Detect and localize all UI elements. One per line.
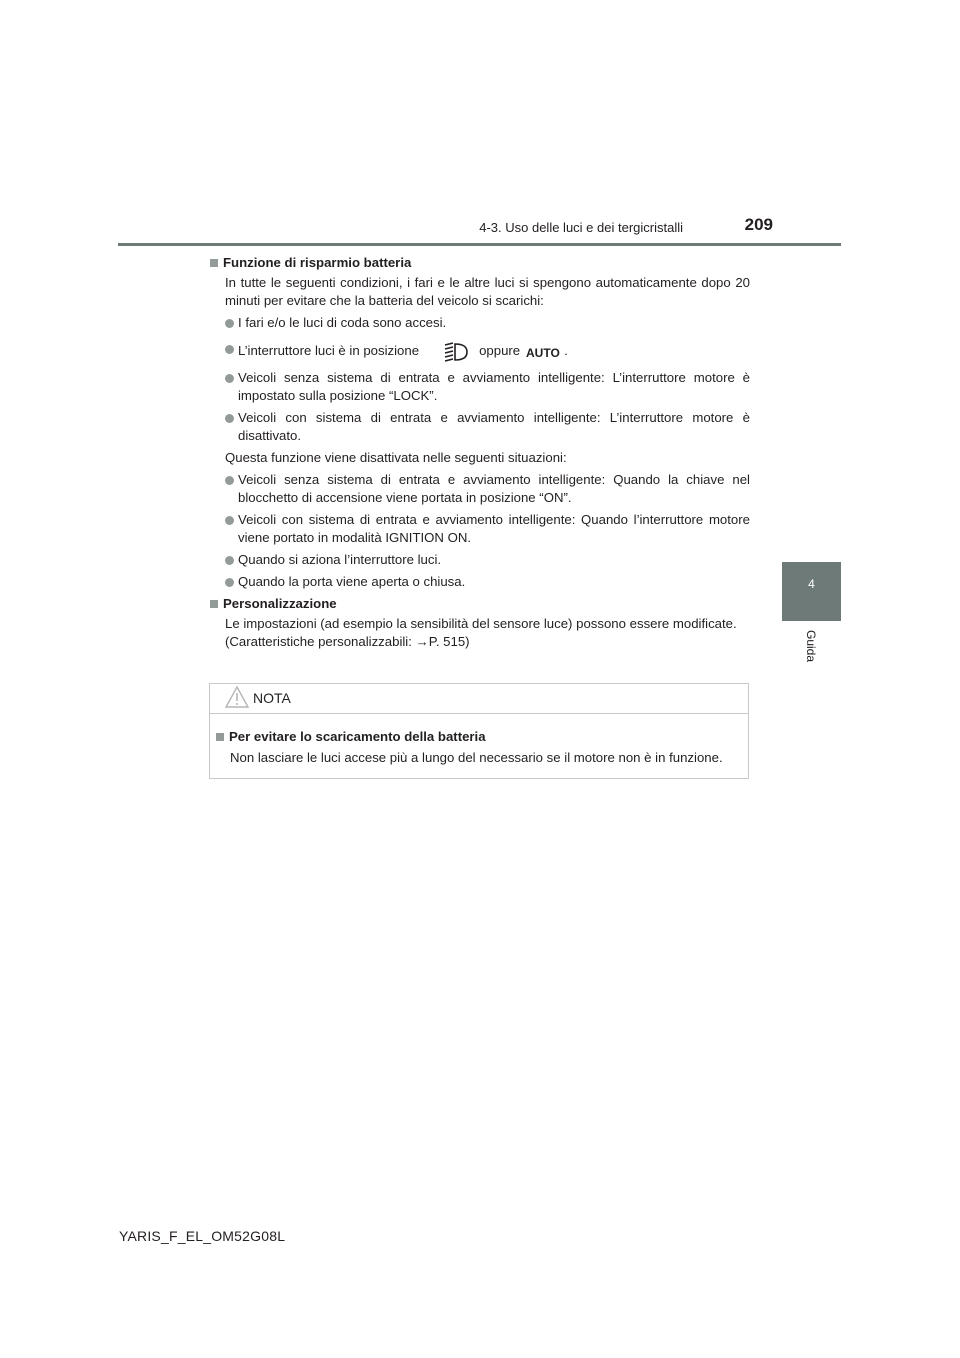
list-item-light-switch: L’interruttore luci è in posizione oppure AUTO .	[225, 340, 750, 363]
customization-reference: (Caratteristiche personalizzabili: →P. 515)	[225, 633, 470, 649]
list-item: Veicoli senza sistema di entrata e avviamento intelligente: Quando la chiave nel blocchetto di accensione viene portata in posizione “ON”.	[225, 471, 750, 507]
warning-icon	[225, 686, 249, 708]
note-box	[209, 683, 749, 779]
chapter-tab	[782, 562, 841, 621]
note-text: Non lasciare le luci accese più a lungo del necessario se il motore non è in funzione.	[230, 750, 723, 765]
list-item: Veicoli con sistema di entrata e avviamento intelligente: L’interruttore motore è disattivato.	[225, 409, 750, 445]
customization-heading: Personalizzazione	[210, 595, 750, 613]
square-bullet-icon	[210, 259, 218, 267]
headlight-icon	[443, 341, 469, 363]
svg-text:AUTO: AUTO	[526, 345, 560, 359]
battery-saver-intro: In tutte le seguenti condizioni, i fari e le altre luci si spengono automaticamente dopo 20 minuti per evitare che la batteria del veicolo si scarichi:	[225, 275, 750, 308]
battery-saver-heading: Funzione di risparmio batteria	[210, 254, 750, 272]
header-rule	[118, 243, 841, 246]
page-number: 209	[744, 215, 773, 234]
cancel-intro: Questa funzione viene disattivata nelle seguenti situazioni:	[225, 449, 567, 465]
square-bullet-icon	[216, 733, 224, 741]
main-content	[210, 254, 750, 651]
note-title: NOTA	[253, 690, 291, 706]
list-item: I fari e/o le luci di coda sono accesi.	[225, 314, 750, 332]
note-heading: Per evitare lo scaricamento della batteria	[216, 727, 748, 747]
note-body	[210, 714, 748, 768]
list-item: Veicoli senza sistema di entrata e avviamento intelligente: L’interruttore motore è impostato sulla posizione “LOCK”.	[225, 369, 750, 405]
customization-text: Le impostazioni (ad esempio la sensibilità del sensore luce) possono essere modificate.	[225, 615, 737, 631]
chapter-label: Guida	[804, 630, 818, 663]
document-code: YARIS_F_EL_OM52G08L	[119, 1228, 286, 1244]
list-item: Quando la porta viene aperta o chiusa.	[225, 573, 750, 591]
chapter-number: 4	[808, 577, 815, 591]
square-bullet-icon	[210, 600, 218, 608]
list-item: Quando si aziona l’interruttore luci.	[225, 551, 750, 569]
auto-icon	[526, 345, 560, 359]
list-item: Veicoli con sistema di entrata e avviamento intelligente: Quando l’interruttore motore viene portato in modalità IGNITION ON.	[225, 511, 750, 547]
section-title: 4-3. Uso delle luci e dei tergicristalli	[479, 220, 683, 235]
note-header	[210, 684, 748, 714]
